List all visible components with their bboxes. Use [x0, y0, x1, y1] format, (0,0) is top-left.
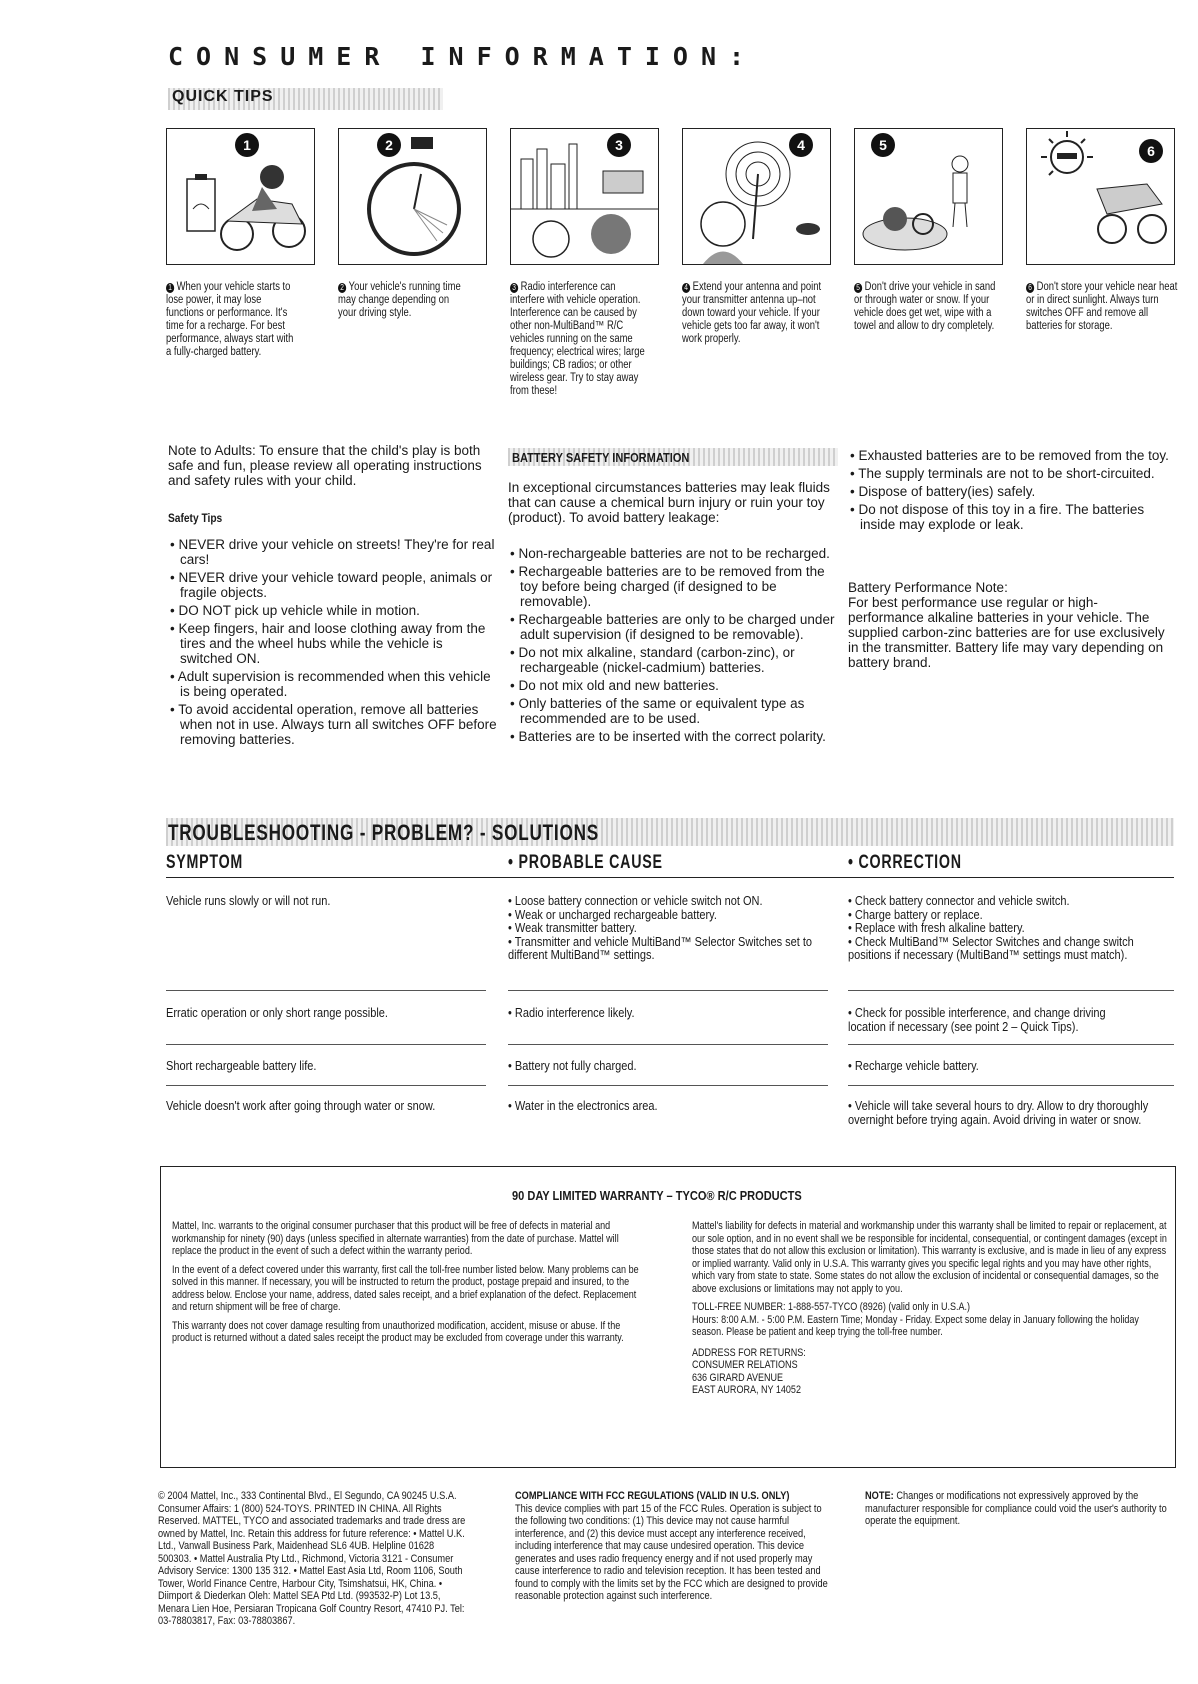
stopwatch-illustration	[339, 129, 486, 264]
tip-caption-6: 6 Don't store your vehicle near heat or in direct sunlight. Always turn switches OFF and remove all batteries for storage.	[1026, 281, 1178, 332]
divider	[166, 877, 1174, 878]
note-text: Changes or modifications not expressively approved by the manufacturer responsible for compliance could void the user's authority to operate the equipment.	[865, 1490, 1167, 1527]
list-item: • Replace with fresh alkaline battery.	[848, 921, 1025, 935]
fcc-compliance	[515, 1490, 834, 1603]
cause-cell	[508, 1100, 834, 1114]
fcc-note	[865, 1490, 1176, 1528]
divider	[848, 1085, 1174, 1086]
battery-safety-list	[508, 546, 843, 747]
divider	[848, 990, 1174, 991]
list-item: • Exhausted batteries are to be removed from the toy.	[850, 448, 1169, 463]
note-label: NOTE:	[865, 1490, 894, 1502]
fcc-title: COMPLIANCE WITH FCC REGULATIONS (VALID IN U.S. ONLY)	[515, 1490, 790, 1502]
list-item: • Adult supervision is recommended when this vehicle is being operated.	[170, 669, 491, 699]
list-item: • NEVER drive your vehicle toward people, animals or fragile objects.	[170, 570, 493, 600]
column-header-cause: • PROBABLE CAUSE	[508, 852, 663, 873]
fcc-text: This device complies with part 15 of the FCC Rules. Operation is subject to the following two conditions: (1) This device may not cause harmful interference, and (2) this device must accept any interference received, including interference that may cause undesired operation. This device generates and uses radio frequency energy and if not used properly may cause interference to radio and television reception. It has been tested and found to comply with the limits set by the FCC which are designed to provide reasonable protection against such interference.	[515, 1502, 828, 1602]
correction-cell	[848, 1007, 1138, 1034]
tip-caption-4: 4 Extend your antenna and point your transmitter antenna up–not down toward your vehicle. If your vehicle gets too far away, it won't work properly.	[682, 281, 822, 345]
list-item: • Do not dispose of this toy in a fire. The batteries inside may explode or leak.	[850, 502, 1145, 532]
list-item: • Check for possible interference, and change driving location if necessary (see point 2 – Quick Tips).	[848, 1006, 1106, 1034]
battery-performance-text: For best performance use regular or high-performance alkaline batteries in your vehicle. The supplied carbon-zinc batteries are for use exclusively in the transmitter. Battery life may vary depending on battery brand.	[848, 595, 1165, 670]
list-item: • NEVER drive your vehicle on streets! They're for real cars!	[170, 537, 495, 567]
tip-panel-6	[1026, 128, 1175, 265]
list-item: • Rechargeable batteries are only to be charged under adult supervision (if designed to be removable).	[510, 612, 835, 642]
list-item: • Battery not fully charged.	[508, 1059, 637, 1073]
copyright-text: © 2004 Mattel, Inc., 333 Continental Blvd., El Segundo, CA 90245 U.S.A. Consumer Affairs: 1 (800) 524-TOYS. PRINTED IN CHINA. All Rights Reserved. MATTEL, TYCO and associated trademarks and trade dress are owned by Mattel, Inc. Retain this address for future reference: • Mattel U.K. Ltd., Vanwall Business Park, Maidenhead SL6 4UB. Helpline 01628 500303. • Mattel Australia Pty Ltd., Richmond, Victoria 3121 - Consumer Advisory Service: 1300 135 312. • Mattel East Asia Ltd, Room 1106, South Tower, World Finance Centre, Harbour City, Tsimshatsui, HK, China. • Diimport & Diederkan Oleh: Mattel SEA Ptd Ltd. (993532-P) Lot 13.5, Menara Lien Hoe, Persiaran Tropicana Golf Country Resort, 47410 PJ. Tel: 03-78803817, Fax: 03-78803867.	[158, 1490, 466, 1627]
warranty-paragraph: This warranty does not cover damage resulting from unauthorized modification, accident, misuse or abuse. If the product is returned without a dated sales receipt the product may be excluded from coverage under this warranty.	[172, 1319, 624, 1344]
tip-caption-5: 5 Don't drive your vehicle in sand or through water or snow. If your vehicle does get wet, wipe with a towel and allow to dry completely.	[854, 281, 996, 332]
warranty-address-line: 636 GIRARD AVENUE	[692, 1371, 784, 1384]
warranty-hours: Hours: 8:00 A.M. - 5:00 P.M. Eastern Time; Monday - Friday. Expect some delay in January following the holiday season. Please be patient and keep trying the toll-free number.	[692, 1313, 1139, 1338]
warranty-address-line: ADDRESS FOR RETURNS:	[692, 1346, 806, 1359]
safety-tips-title: Safety Tips	[168, 511, 223, 525]
tip-panel-1	[166, 128, 315, 265]
divider	[166, 1044, 486, 1045]
list-item: • Only batteries of the same or equivalent type as recommended are to be used.	[510, 696, 805, 726]
warranty-address-line: EAST AURORA, NY 14052	[692, 1384, 801, 1396]
tip-number-badge: 3	[607, 133, 631, 157]
tip-number-badge: 6	[1139, 139, 1163, 163]
list-item: • Do not mix alkaline, standard (carbon-zinc), or rechargeable (nickel-cadmium) batteries.	[510, 645, 795, 675]
battery-intro: In exceptional circumstances batteries may leak fluids that can cause a chemical burn injury or ruin your toy (product). To avoid battery leakage:	[508, 480, 830, 525]
list-item: • Weak or uncharged rechargeable battery.	[508, 907, 717, 922]
column-header-symptom: SYMPTOM	[166, 852, 244, 873]
tip-caption-3: 3 Radio interference can interfere with vehicle operation. Interference can be caused by other non-MultiBand™ R/C vehicles running on the same frequency; electrical wires; large buildings; CB radios; or other wireless gear. Try to stay away from these!	[510, 281, 645, 397]
tip-caption-2: 2 Your vehicle's running time may change depending on your driving style.	[338, 281, 461, 319]
list-item: • The supply terminals are not to be short-circuited.	[850, 466, 1155, 481]
symptom-cell: Short rechargeable battery life.	[166, 1059, 317, 1073]
column-header-correction: • CORRECTION	[848, 852, 962, 873]
list-item: • Batteries are to be inserted with the correct polarity.	[510, 729, 826, 744]
list-item: • Dispose of battery(ies) safely.	[850, 484, 1036, 499]
warranty-title: 90 DAY LIMITED WARRANTY – TYCO® R/C PRODUCTS	[512, 1188, 802, 1203]
divider	[848, 1044, 1174, 1045]
divider	[166, 1085, 486, 1086]
list-item: • Keep fingers, hair and loose clothing away from the tires and the wheel hubs while the vehicle is switched ON.	[170, 621, 486, 666]
warranty-paragraph: In the event of a defect covered under this warranty, first call the toll-free number listed below. Many problems can be solved in this manner. If necessary, you will be instructed to return the product, postage prepaid and insured, to the address below. Enclose your name, address, dated sales receipt, and a brief explanation of the defect. Replacement and return shipment will be free of charge.	[172, 1263, 639, 1313]
list-item: • Radio interference likely.	[508, 1006, 635, 1020]
tip-number-badge: 5	[871, 133, 895, 157]
list-item: • Non-rechargeable batteries are not to be recharged.	[510, 546, 830, 561]
list-item: • Charge battery or replace.	[848, 907, 983, 922]
list-item: • Water in the electronics area.	[508, 1099, 658, 1113]
warranty-paragraph: Mattel, Inc. warrants to the original consumer purchaser that this product will be free of defects in material and workmanship for ninety (90) days (unless specified in alternate warranties) from the date of purchase. Mattel will replace the product in the event of such a defect within the warranty period.	[172, 1220, 619, 1257]
list-item: • Rechargeable batteries are to be removed from the toy before being charged (if designed to be removable).	[510, 564, 825, 609]
tip-panel-2	[338, 128, 487, 265]
list-item: • Transmitter and vehicle MultiBand™ Selector Switches set to different MultiBand™ settings.	[508, 934, 813, 962]
cause-cell	[508, 1060, 834, 1074]
list-item: • Weak transmitter battery.	[508, 921, 637, 935]
symptom-cell: Vehicle doesn't work after going through water or snow.	[166, 1099, 436, 1113]
troubleshooting-title: TROUBLESHOOTING - PROBLEM? - SOLUTIONS	[168, 820, 599, 845]
battery-performance-note	[848, 580, 1168, 670]
page-title: CONSUMER INFORMATION:	[168, 42, 758, 71]
list-item: • Recharge vehicle battery.	[848, 1059, 979, 1073]
tip-number-badge: 2	[377, 133, 401, 157]
warranty-paragraph: Mattel's liability for defects in material and workmanship under this warranty shall be limited to repair or replacement, at our sole option, and in no event shall we be responsible for incidental, consequential, or contingent damages (except in those states that do not allow this exclusion or limitation). This warranty is exclusive, and is made in lieu of any express or implied warranty. Valid only in U.S.A. This warranty gives you specific legal rights and you may have other rights, which vary from state to state. Some states do not allow the exclusion of incidental or consequential damages, so the above exclusions or limitations may not apply to you.	[692, 1220, 1167, 1295]
list-item: • DO NOT pick up vehicle while in motion.	[170, 603, 420, 618]
quick-tips-title: QUICK TIPS	[172, 88, 274, 105]
divider	[508, 990, 828, 991]
list-item: • Check battery connector and vehicle switch.	[848, 894, 1070, 908]
divider	[508, 1044, 828, 1045]
correction-cell	[848, 1100, 1174, 1127]
warranty-left-text	[172, 1220, 639, 1345]
divider	[508, 1085, 828, 1086]
list-item: • Loose battery connection or vehicle switch not ON.	[508, 894, 763, 908]
safety-tips-list	[168, 537, 498, 750]
tip-panel-3	[510, 128, 659, 265]
correction-cell	[848, 895, 1174, 963]
list-item: • To avoid accidental operation, remove all batteries when not in use. Always turn all switches OFF before removing batteries.	[170, 702, 497, 747]
tip-caption-1: 1 When your vehicle starts to lose power, it may lose functions or performance. It's time for a recharge. For best performance, always start with a fully-charged battery.	[166, 281, 294, 358]
list-item: • Do not mix old and new batteries.	[510, 678, 719, 693]
city-interference-illustration	[511, 129, 658, 264]
correction-cell	[848, 1060, 1138, 1074]
cause-cell	[508, 895, 834, 963]
list-item: • Check MultiBand™ Selector Switches and change switch positions if necessary (MultiBand™ settings must match).	[848, 934, 1134, 962]
symptom-cell: Erratic operation or only short range possible.	[166, 1006, 388, 1020]
battery-performance-title: Battery Performance Note:	[848, 580, 1008, 595]
cause-cell	[508, 1007, 834, 1021]
tip-panel-4	[682, 128, 831, 265]
warranty-right-text	[692, 1220, 1168, 1397]
battery-safety-list-continued	[848, 448, 1170, 535]
tip-number-badge: 1	[235, 133, 259, 157]
list-item: • Vehicle will take several hours to dry. Allow to dry thoroughly overnight before trying again. Avoid driving in water or snow.	[848, 1099, 1149, 1127]
battery-safety-title: BATTERY SAFETY INFORMATION	[512, 450, 690, 465]
tip-number-badge: 4	[789, 133, 813, 157]
warranty-tollfree: TOLL-FREE NUMBER: 1-888-557-TYCO (8926) (valid only in U.S.A.)	[692, 1301, 971, 1313]
tip-panel-5	[854, 128, 1003, 265]
note-to-adults: Note to Adults: To ensure that the child's play is both safe and fun, please review all operating instructions and safety rules with your child.	[168, 443, 482, 488]
divider	[166, 990, 486, 991]
symptom-cell: Vehicle runs slowly or will not run.	[166, 894, 331, 908]
warranty-address-line: CONSUMER RELATIONS	[692, 1359, 798, 1371]
